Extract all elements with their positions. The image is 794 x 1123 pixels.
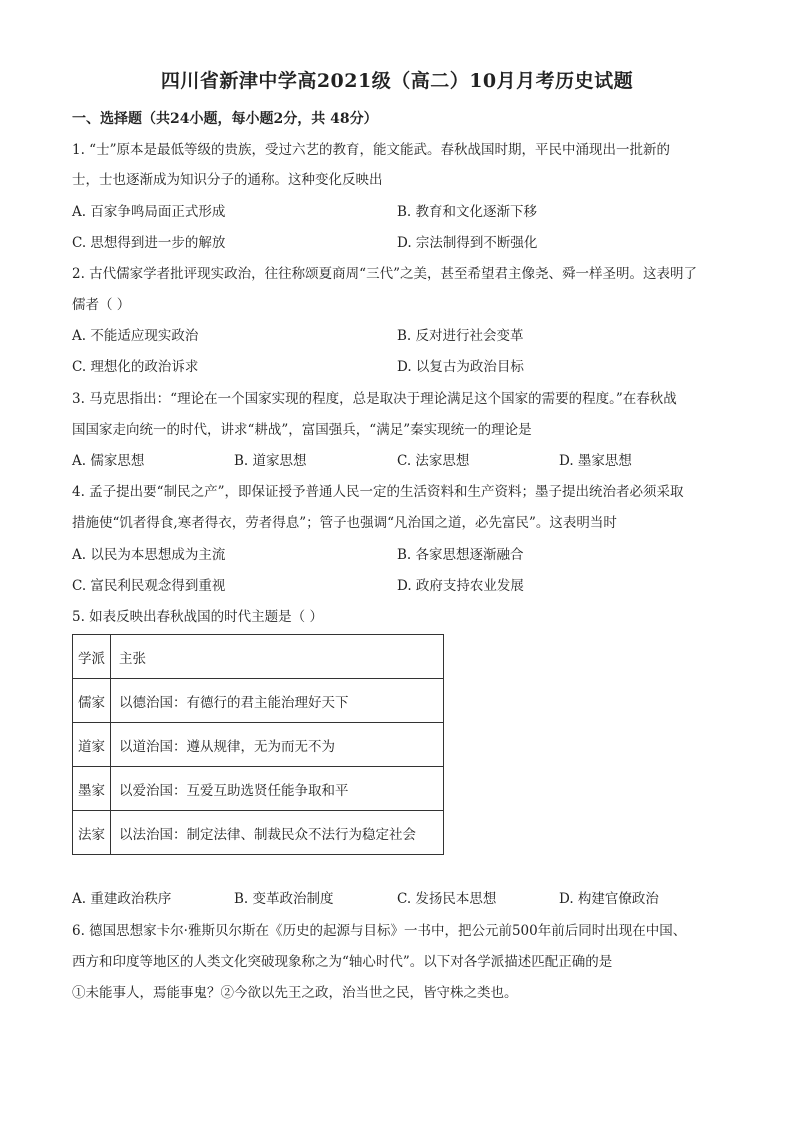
table-cell: 法家 [73,811,111,855]
q4-stem-line2: 措施使“饥者得食,寒者得衣，劳者得息”；管子也强调“凡治国之道，必先富民”。这表明当时 [72,515,617,531]
q3-option-a: A. 儒家思想 [72,453,145,469]
q2-option-c: C. 理想化的政治诉求 [72,359,199,375]
q1-stem-line2: 士，士也逐渐成为知识分子的通称。这种变化反映出 [72,172,383,188]
table-cell: 主张 [111,635,444,679]
q1-option-a: A. 百家争鸣局面正式形成 [72,204,226,220]
q4-stem-line1: 4. 孟子提出要“制民之产”，即保证授予普通人民一定的生活资料和生产资料；墨子提出统治者必须采取 [72,484,684,500]
q3-option-c: C. 法家思想 [397,453,470,469]
table-cell: 以法治国：制定法律、制裁民众不法行为稳定社会 [111,811,444,855]
q3-stem-line1: 3. 马克思指出：“理论在一个国家实现的程度，总是取决于理论满足这个国家的需要的程度。”在春秋战 [72,391,677,407]
table-cell: 以道治国：遵从规律，无为而无不为 [111,723,444,767]
q2-stem-line1: 2. 古代儒家学者批评现实政治，往往称颂夏商周“三代”之美，甚至希望君主像尧、舜一样圣明。这表明了 [72,266,697,282]
table-row [73,635,444,679]
q5-option-b: B. 变革政治制度 [234,891,334,907]
table-cell: 学派 [73,635,111,679]
section-heading: 一、选择题（共24小题，每小题2分，共 48分） [72,111,378,127]
table-row [73,811,444,855]
q5-option-a: A. 重建政治秩序 [72,891,172,907]
q1-option-d: D. 宗法制得到不断强化 [397,235,538,251]
q6-stem-line2: 西方和印度等地区的人类文化突破现象称之为“轴心时代”。以下对各学派描述匹配正确的是 [72,954,613,970]
table-row [73,679,444,723]
q4-option-c: C. 富民利民观念得到重视 [72,578,226,594]
q1-option-c: C. 思想得到进一步的解放 [72,235,226,251]
q4-option-d: D. 政府支持农业发展 [397,578,524,594]
q2-option-b: B. 反对进行社会变革 [397,328,524,344]
q3-option-b: B. 道家思想 [234,453,307,469]
table-row [73,723,444,767]
q2-stem-line2: 儒者（ ） [72,297,131,313]
table-cell: 道家 [73,723,111,767]
q3-option-d: D. 墨家思想 [559,453,632,469]
q5-table [72,634,444,855]
table-cell: 儒家 [73,679,111,723]
q1-stem-line1: 1. “士”原本是最低等级的贵族，受过六艺的教育，能文能武。春秋战国时期，平民中涌现出一批新的 [72,142,670,158]
q5-option-c: C. 发扬民本思想 [397,891,497,907]
q4-option-a: A. 以民为本思想成为主流 [72,547,226,563]
table-row [73,767,444,811]
table-cell: 墨家 [73,767,111,811]
q2-option-a: A. 不能适应现实政治 [72,328,199,344]
q5-stem: 5. 如表反映出春秋战国的时代主题是（ ） [72,609,323,625]
q6-stem-line1: 6. 德国思想家卡尔·雅斯贝尔斯在《历史的起源与目标》一书中，把公元前500年前后同时出现在中国、 [72,923,687,939]
q3-stem-line2: 国国家走向统一的时代，讲求“耕战”，富国强兵，“满足”秦实现统一的理论是 [72,422,532,438]
q4-option-b: B. 各家思想逐渐融合 [397,547,524,563]
page-title: 四川省新津中学高2021级（高二）10月月考历史试题 [160,70,634,92]
q1-option-b: B. 教育和文化逐渐下移 [397,204,538,220]
q2-option-d: D. 以复古为政治目标 [397,359,524,375]
table-cell: 以德治国：有德行的君主能治理好天下 [111,679,444,723]
q5-option-d: D. 构建官僚政治 [559,891,659,907]
table-cell: 以爱治国：互爱互助选贤任能争取和平 [111,767,444,811]
q6-stem-line3: ①未能事人，焉能事鬼？②今欲以先王之政，治当世之民，皆守株之类也。 [72,985,518,1001]
